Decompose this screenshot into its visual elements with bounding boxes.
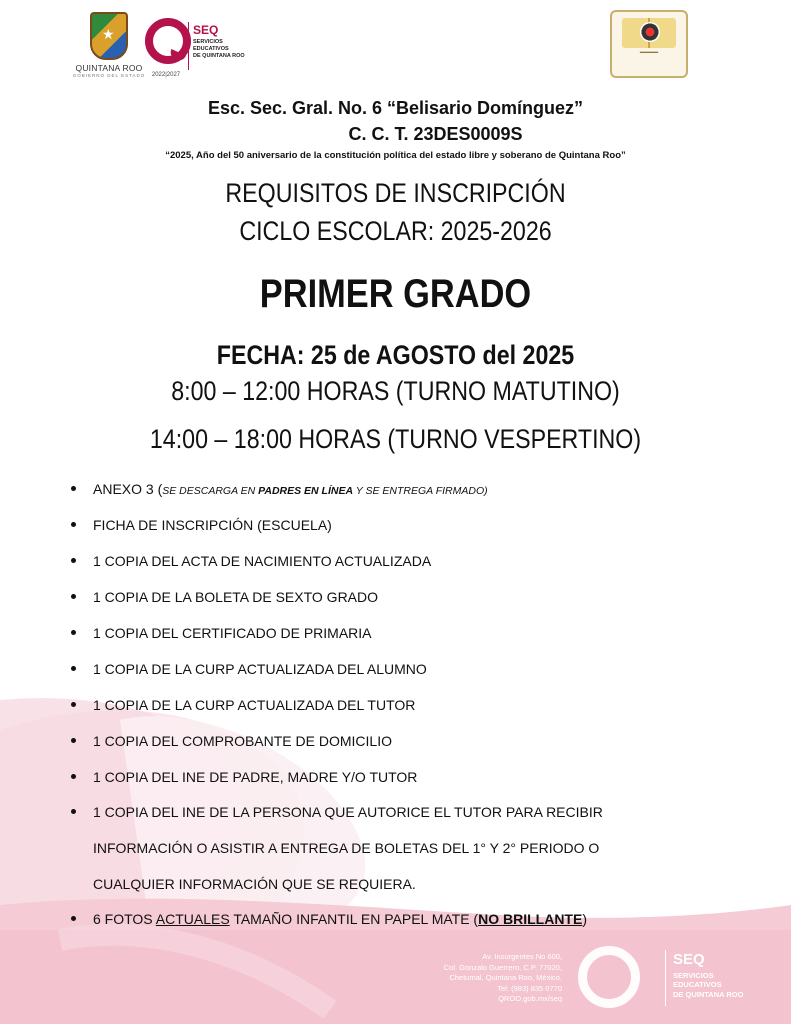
bullet-icon	[71, 666, 76, 671]
list-item-continuation	[93, 876, 416, 892]
website-line: QROO.gob.mx/seq	[498, 994, 562, 1003]
bullet-icon	[71, 486, 76, 491]
footer-seq-line-3: DE QUINTANA ROO	[673, 989, 744, 999]
seq-q-logo	[145, 18, 187, 76]
school-crest-logo	[610, 10, 688, 78]
bullet-icon	[71, 916, 76, 921]
list-item	[93, 733, 392, 749]
school-cycle: CICLO ESCOLAR: 2025-2026	[239, 216, 552, 246]
list-item	[93, 625, 372, 641]
requirement-text: 1 COPIA DEL COMPROBANTE DE DOMICILIO	[93, 733, 392, 749]
requirement-note-end: Y SE ENTREGA FIRMADO)	[353, 485, 488, 497]
no-brillante-emphasis: NO BRILLANTE	[478, 911, 583, 927]
registration-date: FECHA: 25 de AGOSTO del 2025	[216, 340, 575, 370]
list-item	[93, 911, 587, 927]
school-name: Esc. Sec. Gral. No. 6 “Belisario Domínguez”	[207, 98, 584, 118]
requirement-text-end: )	[582, 911, 587, 927]
globe-icon	[640, 22, 660, 42]
seq-line-3: DE QUINTANA ROO	[193, 53, 245, 60]
seq-line-2: EDUCATIVOS	[193, 46, 229, 53]
address-line: Av. Insurgentes No 600,	[482, 952, 562, 961]
list-item	[93, 589, 378, 605]
requirement-text: FICHA DE INSCRIPCIÓN (ESCUELA)	[93, 517, 332, 533]
list-item	[93, 481, 488, 497]
list-item	[93, 553, 431, 569]
open-book-icon	[622, 18, 676, 48]
requirement-text: 1 COPIA DEL ACTA DE NACIMIENTO ACTUALIZADA	[93, 553, 432, 569]
list-item-continuation	[93, 840, 599, 856]
seq-line-1: SERVICIOS	[193, 39, 223, 45]
bullet-icon	[71, 738, 76, 743]
seq-logo-text	[193, 24, 245, 60]
requirement-text: 1 COPIA DEL CERTIFICADO DE PRIMARIA	[93, 625, 372, 641]
bullet-icon	[71, 809, 76, 814]
requirement-text: ANEXO 3 (	[93, 481, 163, 497]
footer-seq-line-2: EDUCATIVOS	[673, 980, 722, 990]
qroo-logo-name: QUINTANA ROO	[75, 63, 143, 73]
requirement-text: INFORMACIÓN O ASISTIR A ENTREGA DE BOLETAS DEL 1° Y 2° PERIODO O	[93, 840, 600, 856]
crest-ribbon-icon: ━━━━━━	[639, 50, 659, 56]
qroo-logo-sub: GOBIERNO DEL ESTADO	[72, 73, 146, 78]
list-item	[93, 804, 603, 820]
bullet-icon	[71, 630, 76, 635]
coat-of-arms-icon: ★	[90, 12, 128, 60]
requirement-text: 1 COPIA DE LA BOLETA DE SEXTO GRADO	[93, 589, 379, 605]
footer-divider	[665, 950, 666, 1006]
footer-seq-line-1: SERVICIOS	[673, 971, 714, 980]
bullet-icon	[71, 522, 76, 527]
afternoon-shift: 14:00 – 18:00 HORAS (TURNO VESPERTINO)	[149, 424, 642, 454]
school-motto: “2025, Año del 50 aniversario de la constitución política del estado libre y soberano de Quintana Roo”	[165, 150, 626, 161]
address-line: Col. Gonzalo Guerrero, C.P. 77020,	[443, 962, 562, 972]
bullet-icon	[71, 558, 76, 563]
bullet-icon	[71, 774, 76, 779]
footer-q-icon	[578, 946, 640, 1008]
footer-seq-logo	[673, 952, 743, 999]
list-item	[93, 769, 417, 785]
actuales-underlined: ACTUALES	[155, 911, 230, 927]
padres-en-linea-label: PADRES EN LÍNEA	[258, 485, 354, 497]
address-line: Chetumal, Quintana Roo, México.	[449, 973, 562, 982]
footer	[0, 928, 791, 1024]
seq-years: 2022|2027	[151, 72, 181, 78]
requirement-text: 1 COPIA DE LA CURP ACTUALIZADA DEL ALUMNO	[93, 661, 427, 677]
list-item	[93, 517, 332, 533]
grade-heading: PRIMER GRADO	[259, 272, 532, 316]
footer-address	[330, 952, 562, 1005]
requirement-text: 6 FOTOS	[93, 911, 156, 927]
list-item	[93, 697, 415, 713]
phone-line: Tel: (983) 835 0770	[497, 983, 562, 993]
requirement-text: 1 COPIA DEL INE DE PADRE, MADRE Y/O TUTOR	[93, 769, 418, 785]
footer-seq-short: SEQ	[673, 951, 705, 968]
requirement-note: SE DESCARGA EN	[162, 485, 259, 497]
bullet-icon	[71, 594, 76, 599]
seq-short: SEQ	[193, 23, 219, 37]
requirement-text: 1 COPIA DEL INE DE LA PERSONA QUE AUTORICE EL TUTOR PARA RECIBIR	[93, 804, 603, 820]
bullet-icon	[71, 702, 76, 707]
logo-divider	[188, 22, 189, 70]
requirement-text: CUALQUIER INFORMACIÓN QUE SE REQUIERA.	[93, 876, 416, 892]
morning-shift: 8:00 – 12:00 HORAS (TURNO MATUTINO)	[171, 376, 620, 406]
requirement-text-mid: TAMAÑO INFANTIL EN PAPEL MATE (	[229, 911, 479, 927]
list-item	[93, 661, 427, 677]
quintana-roo-logo	[72, 12, 146, 92]
requirement-text: 1 COPIA DE LA CURP ACTUALIZADA DEL TUTOR	[93, 697, 416, 713]
page-title: REQUISITOS DE INSCRIPCIÓN	[225, 178, 566, 208]
school-cct: C. C. T. 23DES0009S	[348, 124, 523, 144]
